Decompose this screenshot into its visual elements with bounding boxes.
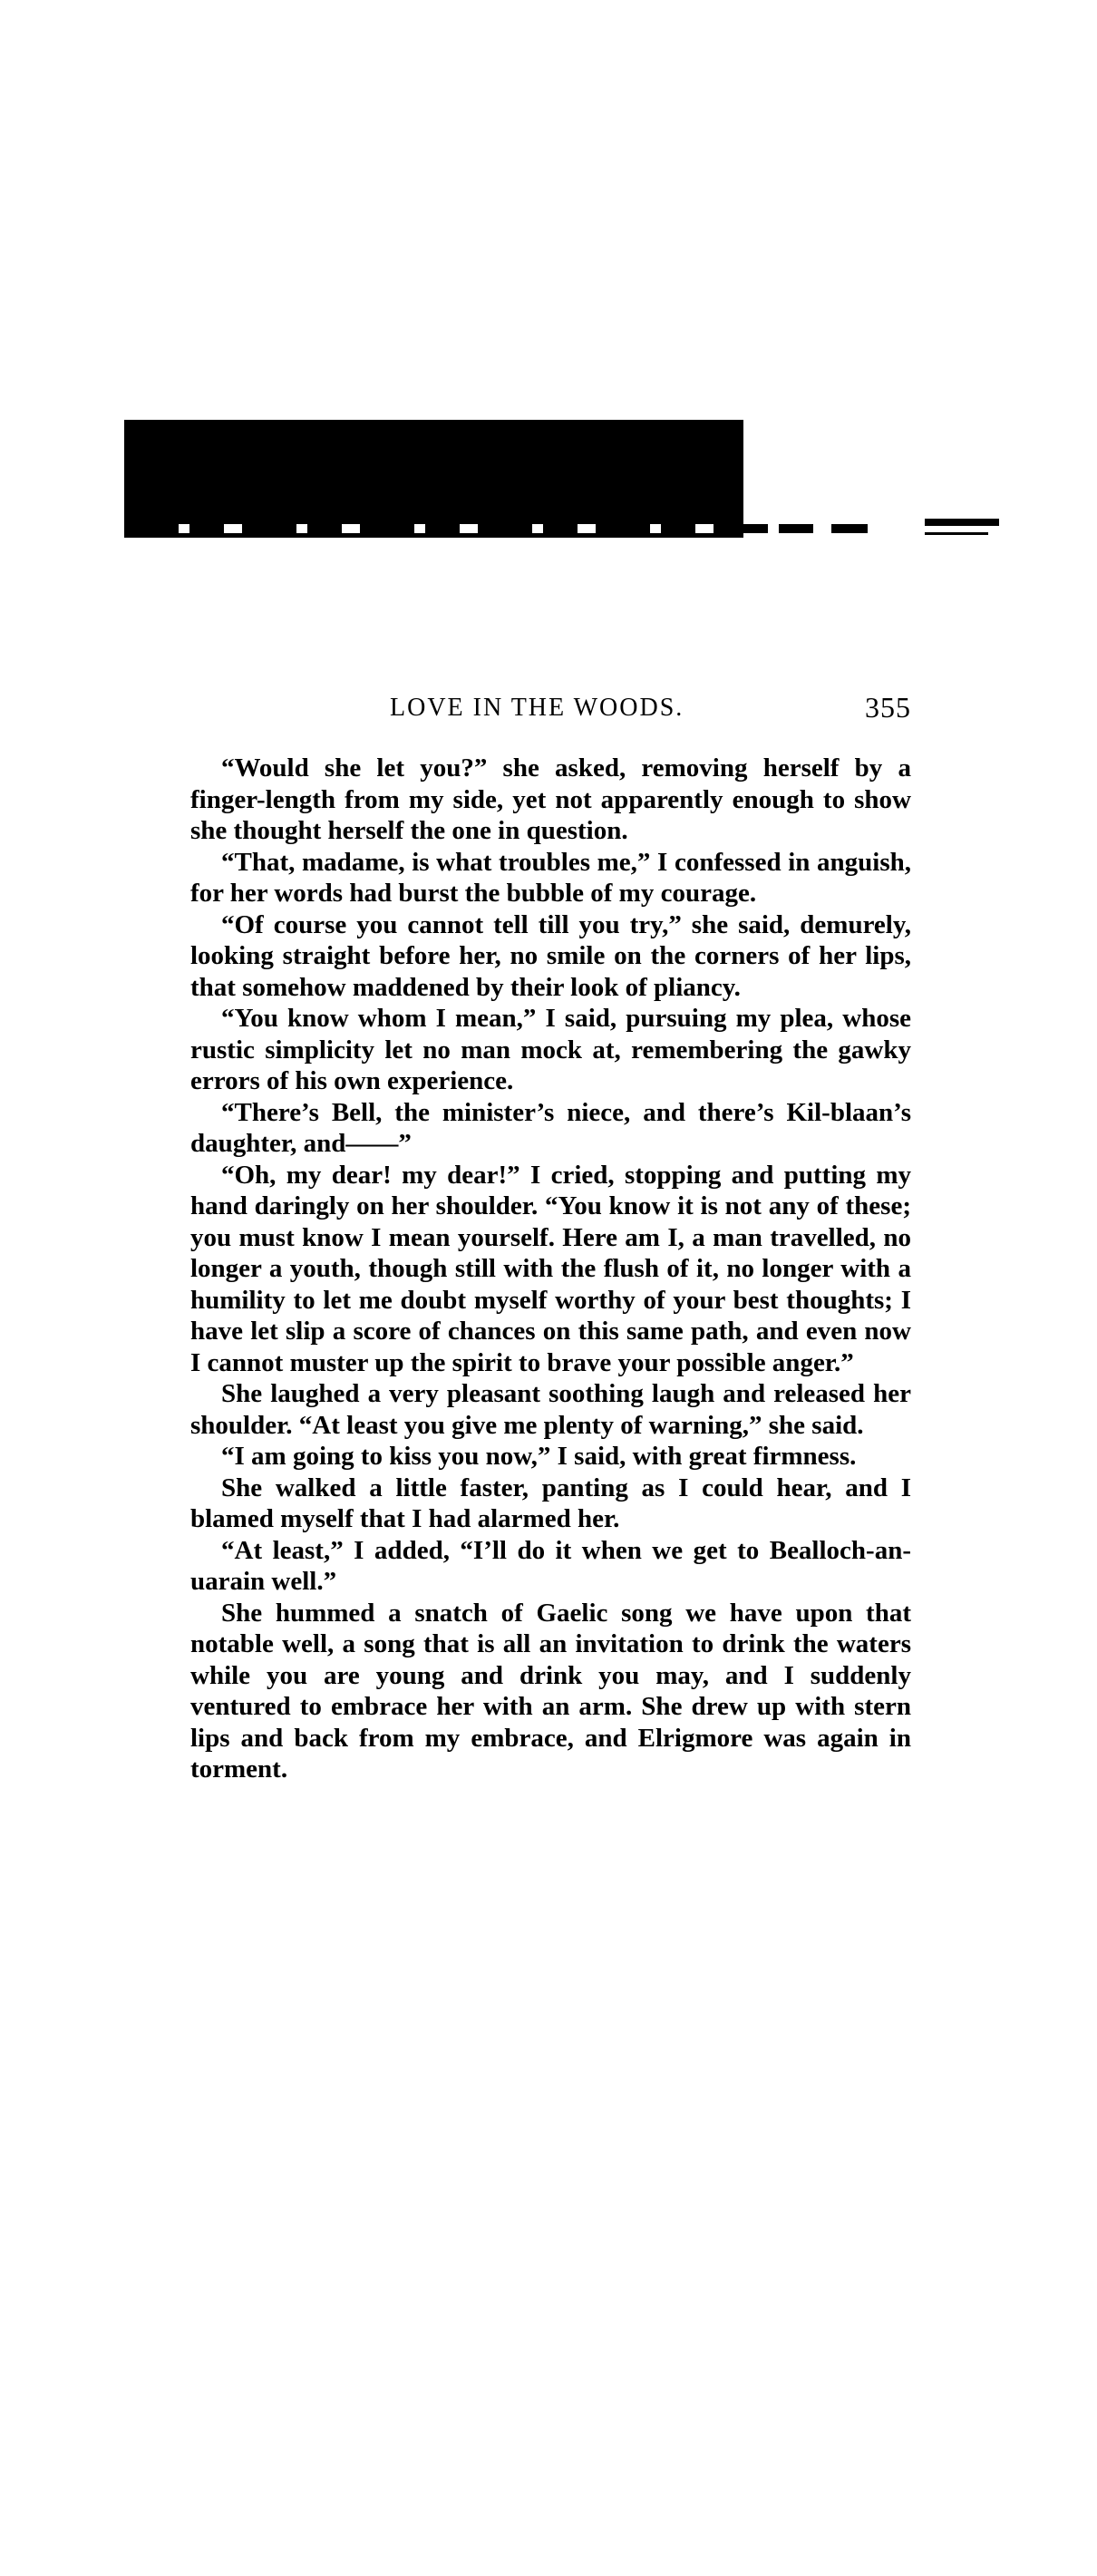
paragraph: “Of course you cannot tell till you try,” she said, demurely, looking straight before her, no smile on the corners of her lips, that somehow maddened by their look of pliancy.	[190, 909, 911, 1002]
paragraph: “That, madame, is what troubles me,” I confessed in anguish, for her words had burst the bubble of my courage.	[190, 847, 911, 908]
paragraph: She laughed a very pleasant soothing laugh and released her shoulder. “At least you give me plenty of warning,” she said.	[190, 1379, 911, 1440]
paragraph: She hummed a snatch of Gaelic song we have upon that notable well, a song that is all an invitation to drink the waters while you are young and drink you may, and I suddenly ventured to embrace her with an arm. She drew up with stern lips and back from my embrace, and Elrigmore was again in torment.	[190, 1598, 911, 1784]
paragraph: “I am going to kiss you now,” I said, with great firmness.	[221, 1442, 857, 1471]
body-text	[190, 753, 911, 1785]
page-number: 355	[865, 691, 911, 724]
paragraph: She walked a little faster, panting as I could hear, and I blamed myself that I had alarmed her.	[190, 1473, 911, 1533]
paragraph: “Oh, my dear! my dear!” I cried, stopping and putting my hand daringly on her shoulder. “You know it is not any of these; you must know I mean yourself. Here am I, a man travelled, no longer a youth, though still with the flush of it, no longer with a humility to let me doubt myself worthy of your best thoughts; I have let slip a score of chances on this same path, and even now I cannot muster up the spirit to brave your possible anger.”	[190, 1160, 911, 1377]
paragraph: “You know whom I mean,” I said, pursuing my plea, whose rustic simplicity let no man mock at, remembering the gawky errors of his own experience.	[190, 1004, 911, 1095]
paragraph: “Would she let you?” she asked, removing herself by a finger-length from my side, yet not apparently enough to show she thought herself the one in question.	[190, 753, 911, 845]
running-title: LOVE IN THE WOODS.	[390, 694, 684, 722]
scan-artifact-mark-thin	[925, 532, 988, 535]
scan-artifact-band	[124, 420, 743, 538]
scan-artifact-band-edge	[124, 524, 868, 533]
scan-artifact-mark	[925, 519, 999, 526]
paragraph: “At least,” I added, “I’ll do it when we get to Bealloch-an-uarain well.”	[190, 1535, 911, 1596]
running-head	[190, 691, 911, 730]
paragraph: “There’s Bell, the minister’s niece, and there’s Kil-blaan’s daughter, and——”	[190, 1097, 911, 1158]
